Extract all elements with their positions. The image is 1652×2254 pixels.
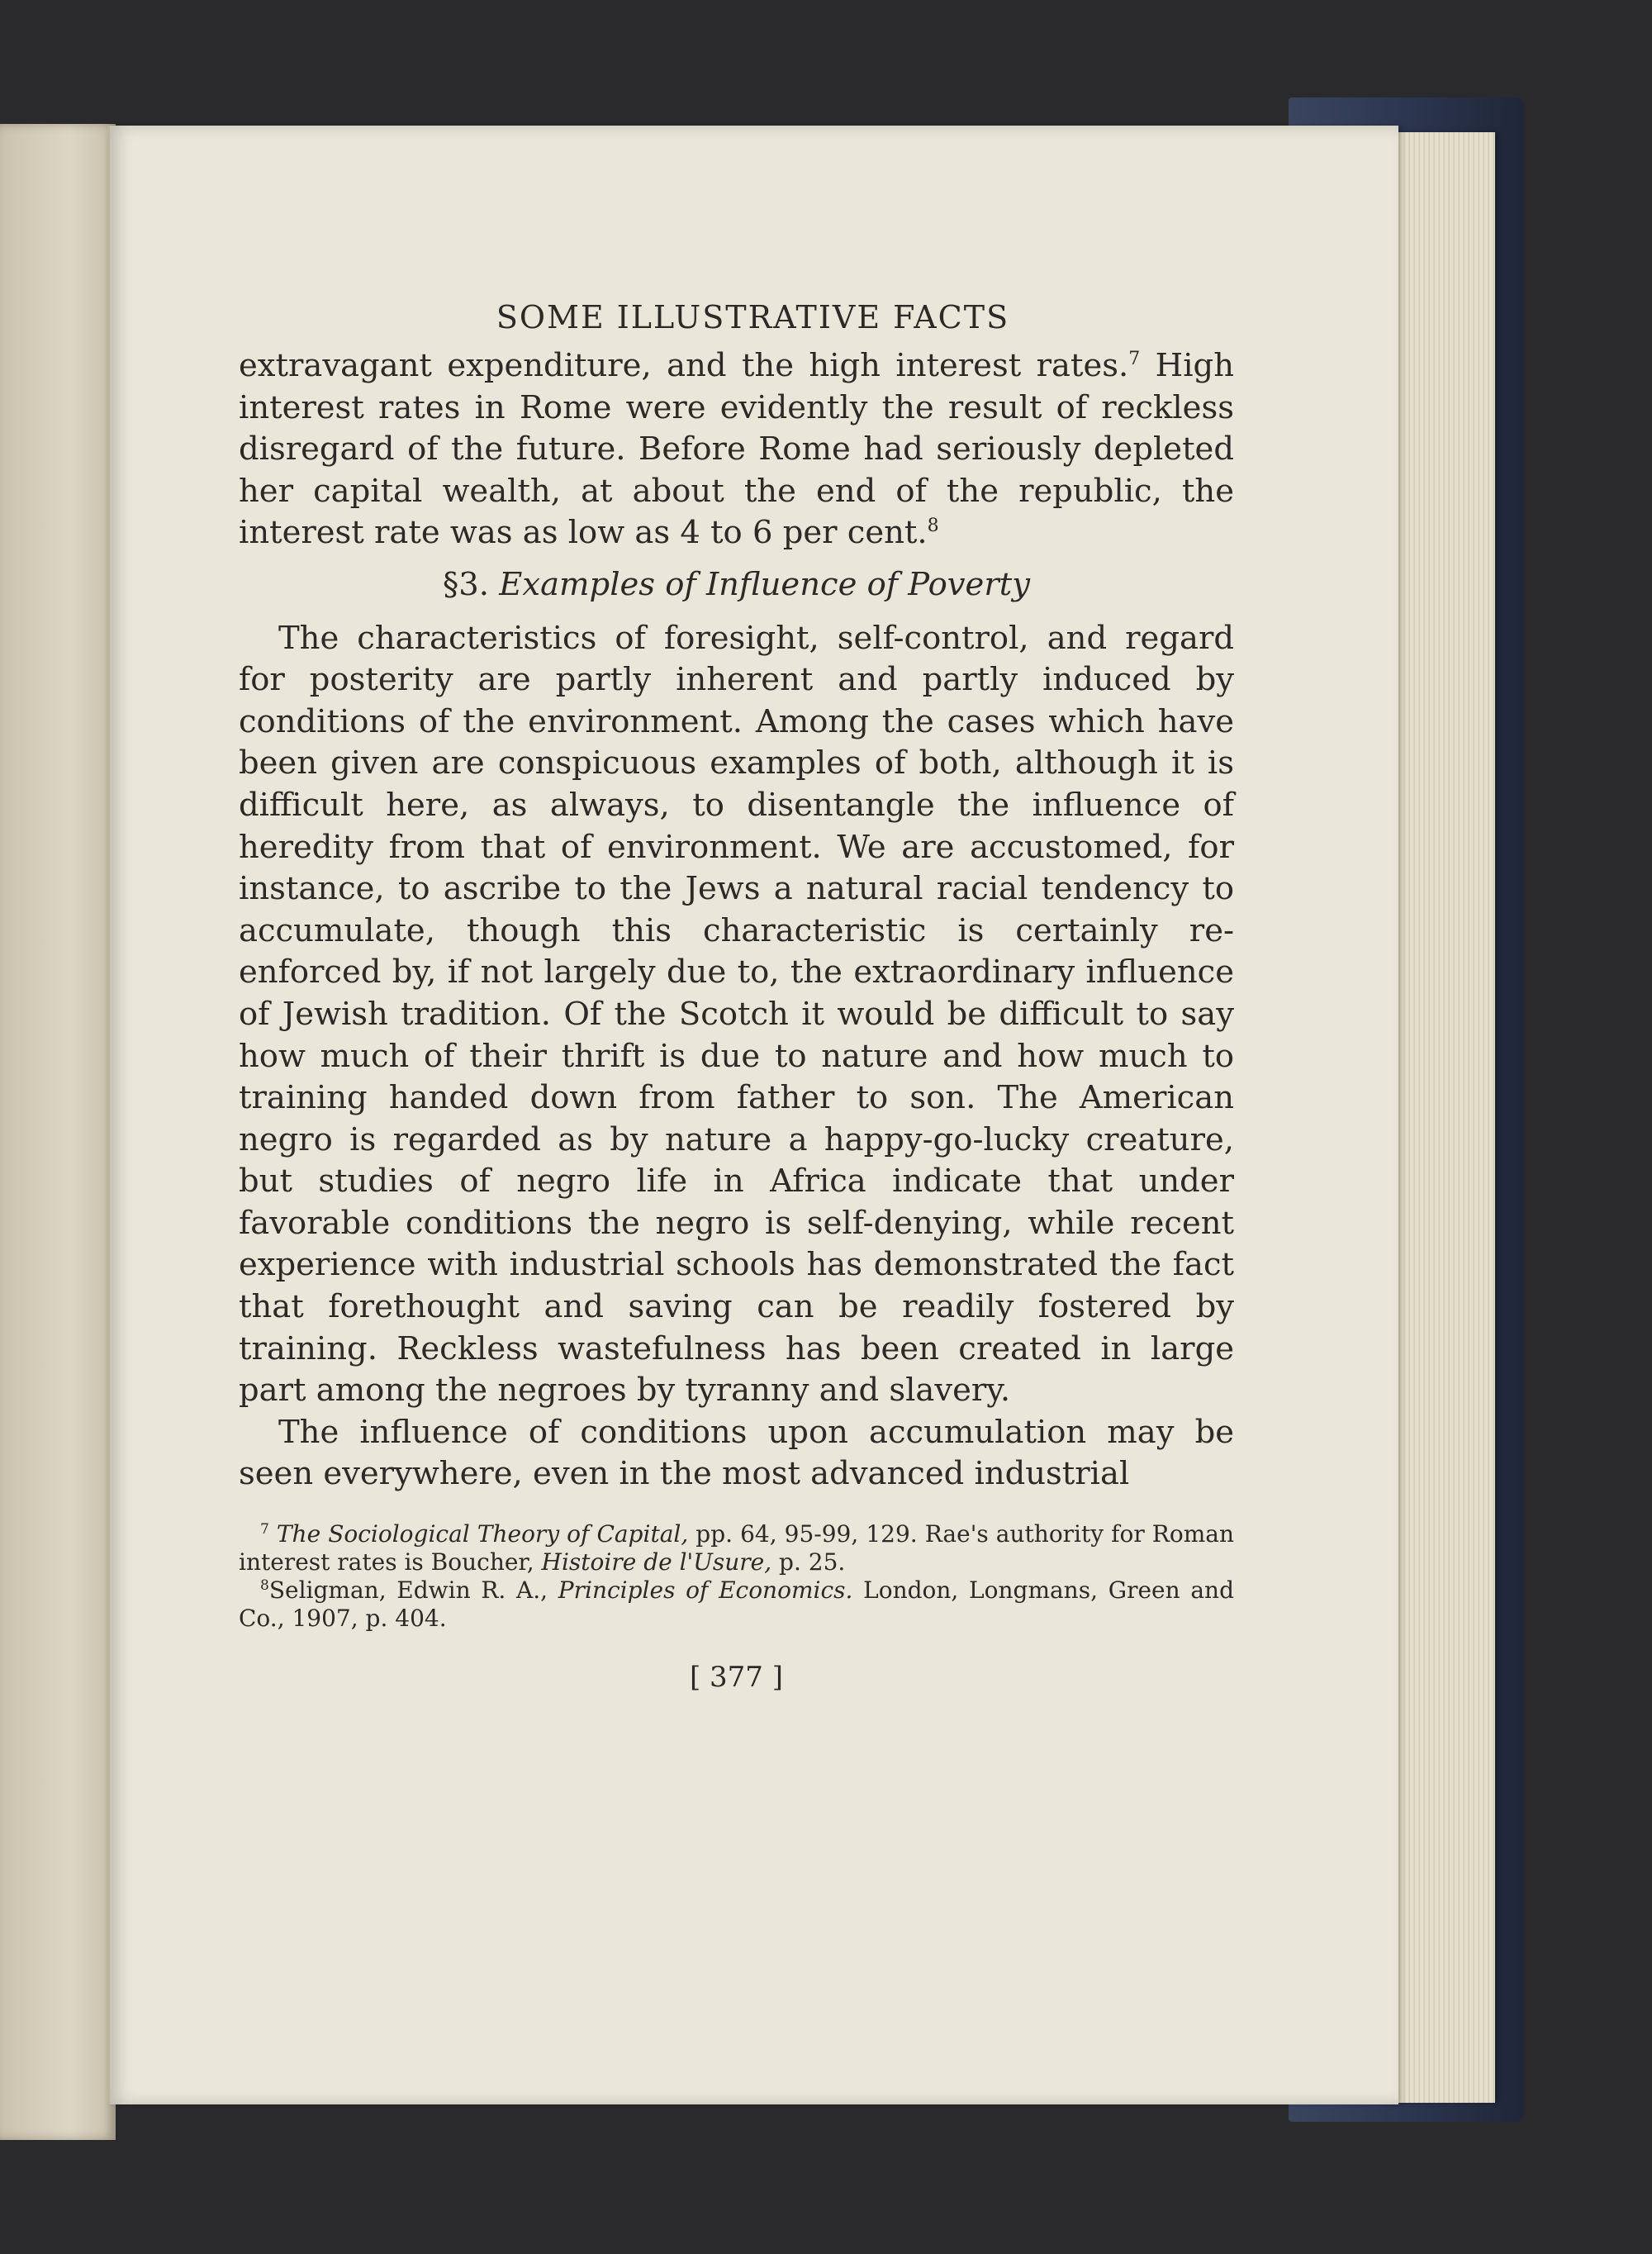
footnote-7 <box>239 1520 1234 1576</box>
paragraph-3: The influence of conditions upon accumulation may be seen everywhere, even in the most advanced industrial <box>239 1413 1234 1493</box>
paragraph-1-text: extravagant expenditure, and the high interest rates. <box>239 347 1129 384</box>
footnote-8-text2: London, Longmans, Green and Co., 1907, p. 404. <box>239 1576 1234 1633</box>
footnote-ref-8: 8 <box>927 516 939 537</box>
section-number: §3. <box>443 565 500 603</box>
footnote-7-text: pp. 64, 95-99, 129. Rae's authority for Roman interest rates is Boucher, <box>239 1520 1234 1576</box>
footnote-7-title2: Histoire de l'Usure, <box>541 1548 772 1576</box>
previous-page-edge <box>0 124 116 2140</box>
footnote-7-title: The Sociological Theory of Capital, <box>276 1520 689 1548</box>
book-page <box>107 126 1398 2104</box>
footnote-8 <box>239 1576 1234 1633</box>
footnote-8-title: Principles of Economics. <box>558 1576 853 1605</box>
paragraph-1-text-cont: High interest rates in Rome were evidently the result of reckless disregard of the future. Before Rome had seriously depleted her capital wealth, at about the end of the republic, the interest rate was as low as 4 to 6 per cent. <box>239 347 1234 552</box>
footnote-8-text: Seligman, Edwin R. A., <box>268 1576 558 1605</box>
paragraph-2: The characteristics of foresight, self-control, and regard for posterity are partly inherent and partly induced by conditions of the environment. Among the cases which have been given are conspicuous examples of both, although it is difficult here, as always, to disentangle the influence of heredity from that of environment. We are accustomed, for instance, to ascribe to the Jews a natural racial tendency to accumulate, though this characteristic is certainly re-enforced by, if not largely due to, the extraordinary influence of Jewish tradition. Of the Scotch it would be difficult to say how much of their thrift is due to nature and how much to training handed down from father to son. The American negro is regarded as by nature a happy-go-lucky creature, but studies of negro life in Africa indicate that under favorable conditions the negro is self-denying, while recent experience with industrial schools has demonstrated the fact that forethought and saving can be readily fostered by training. Reckless wastefulness has been created in large part among the negroes by tyranny and slavery. <box>239 619 1234 1410</box>
page-number: [ 377 ] <box>689 1661 784 1695</box>
paragraph-1 <box>239 345 1234 554</box>
running-head: SOME ILLUSTRATIVE FACTS <box>496 299 1010 335</box>
section-heading <box>239 564 1234 606</box>
footnotes <box>239 1520 1234 1633</box>
footnote-mark-7: 7 <box>260 1521 269 1538</box>
footnote-7-text2: p. 25. <box>771 1548 846 1576</box>
section-title: Examples of Influence of Poverty <box>499 565 1030 603</box>
page-content <box>239 299 1234 1694</box>
footnote-ref-7: 7 <box>1128 349 1141 369</box>
footnote-mark-8: 8 <box>260 1577 269 1595</box>
